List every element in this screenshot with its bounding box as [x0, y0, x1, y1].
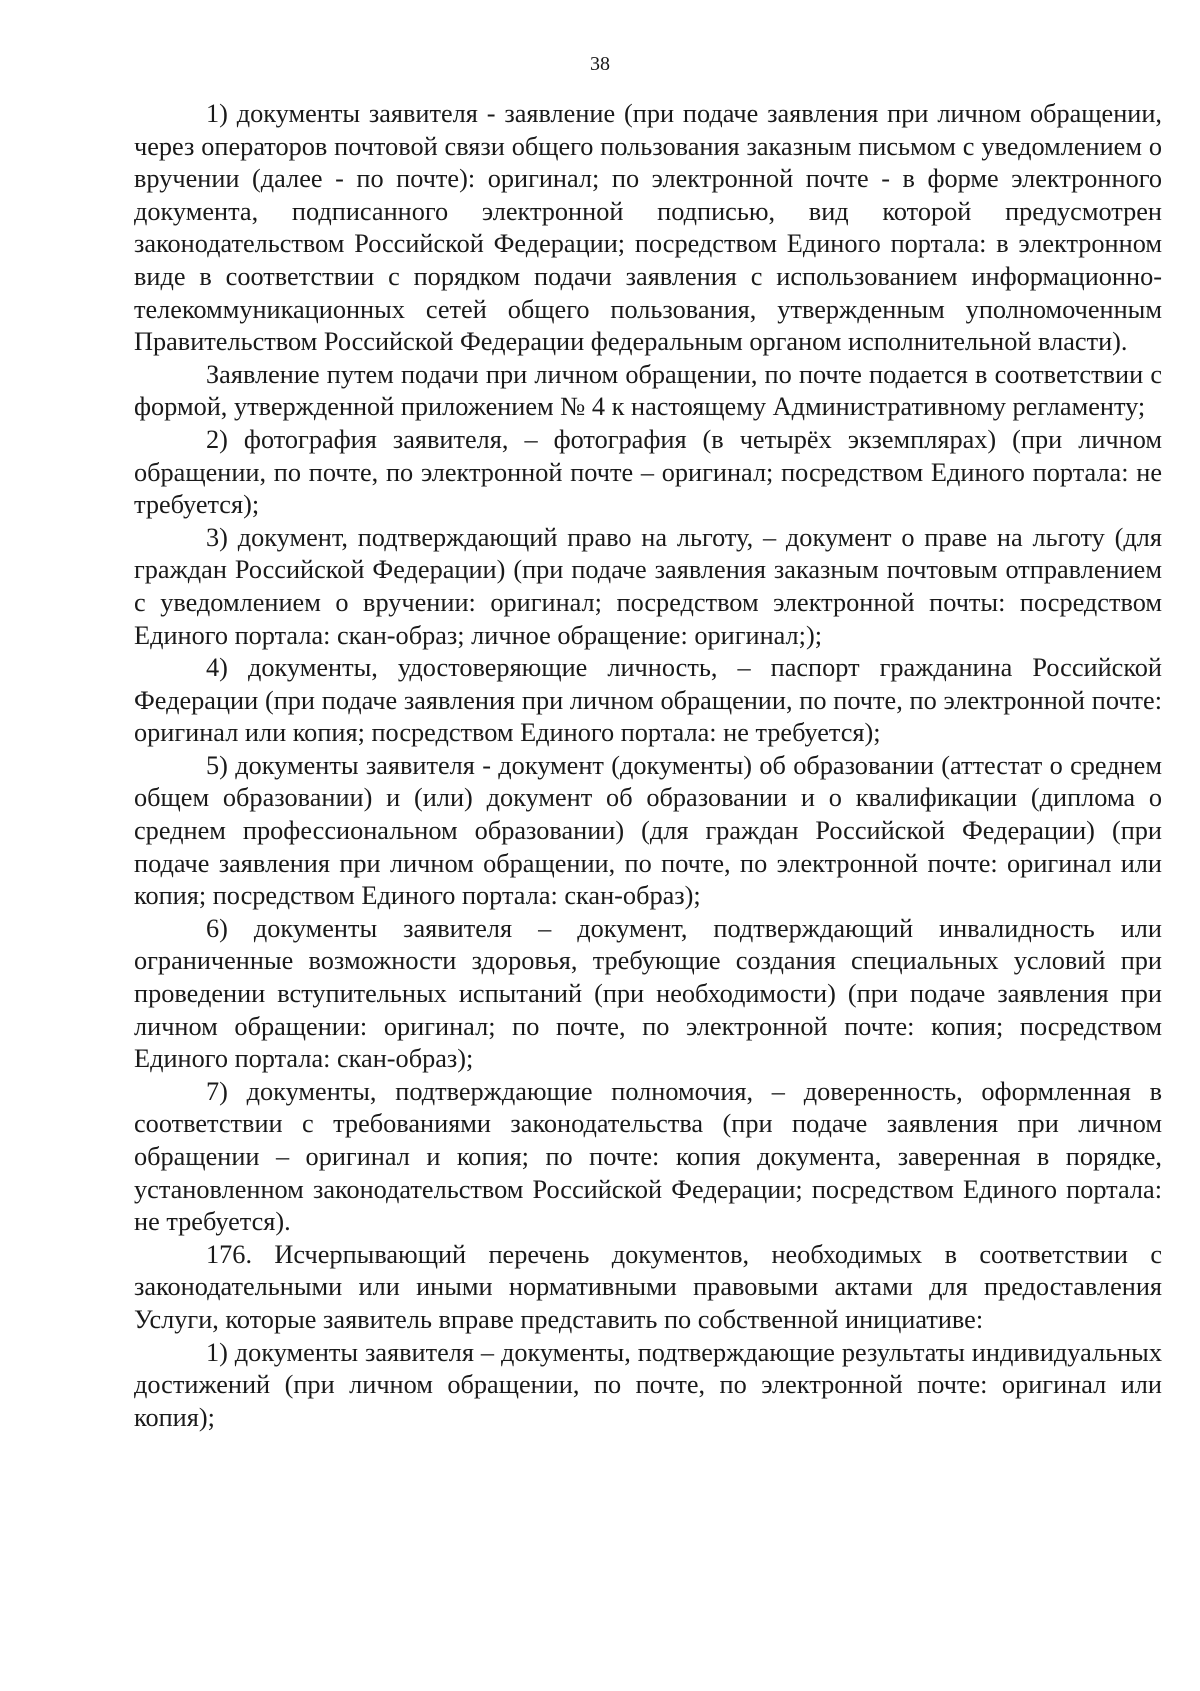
paragraph-section-176: 176. Исчерпывающий перечень документов, необходимых в соответствии с законодательными или иными нормативными правовыми актами для предоставления Услуги, которые заявитель вправе представить по собственной инициативе: — [134, 1239, 1162, 1334]
paragraph-item-1-achievements: 1) документы заявителя – документы, подтверждающие результаты индивидуальных достижений (при личном обращении, по почте, по электронной почте: оригинал или копия); — [134, 1337, 1162, 1432]
paragraph-item-2-photo: 2) фотография заявителя, – фотография (в четырёх экземплярах) (при личном обращении, по почте, по электронной почте – оригинал; посредством Единого портала: не требуется); — [134, 424, 1162, 520]
paragraph-item-4-identity-documents: 4) документы, удостоверяющие личность, – паспорт гражданина Российской Федерации (при подаче заявления при личном обращении, по почте, по электронной почте: оригинал или копия; посредством Единого портала: не требуется); — [134, 653, 1162, 748]
paragraph-item-7-authority-documents: 7) документы, подтверждающие полномочия, – доверенность, оформленная в соответствии с требованиями законодательства (при подаче заявления при личном обращении – оригинал и копия; по почте: копия документа, заверенная в порядке, установленном законодательством Российской Федерации; посредством Единого портала: не требуется). — [134, 1076, 1162, 1237]
page-number: 38 — [590, 53, 610, 75]
paragraph-statement-form: Заявление путем подачи при личном обращении, по почте подается в соответствии с формой, утвержденной приложением № 4 к настоящему Административному регламенту; — [134, 359, 1162, 422]
paragraph-item-3-benefit-document: 3) документ, подтверждающий право на льготу, – документ о праве на льготу (для граждан Российской Федерации) (при подаче заявления заказным почтовым отправлением с уведомлением о вручении: оригинал; посредством электронной почты: посредством Единого портала: скан-образ; личное обращение: оригинал;); — [134, 522, 1162, 650]
paragraph-item-1-applicant-statement: 1) документы заявителя - заявление (при подаче заявления при личном обращении, через операторов почтовой связи общего пользования заказным письмом с уведомлением о вручении (далее - по почте): оригинал; по электронной почте - в форме электронного документа, подписанного электронной подписью, вид которой предусмотрен законодательством Российской Федерации; посредством Единого портала: в электронном виде в соответствии с порядком подачи заявления с использованием информационно-телекоммуникационных сетей общего пользования, утвержденным уполномоченным Правительством Российской Федерации федеральным органом исполнительной власти). — [134, 99, 1162, 357]
document-body — [134, 98, 1162, 1434]
paragraph-item-5-education-documents: 5) документы заявителя - документ (документы) об образовании (аттестат о среднем общем образовании) и (или) документ об образовании и о квалификации (диплома о среднем профессиональном образовании) (для граждан Российской Федерации) (при подаче заявления при личном обращении, по почте, по электронной почте: оригинал или копия; посредством Единого портала: скан-образ); — [134, 750, 1162, 911]
paragraph-item-6-disability-documents: 6) документы заявителя – документ, подтверждающий инвалидность или ограниченные возможности здоровья, требующие создания специальных условий при проведении вступительных испытаний (при необходимости) (при подаче заявления при личном обращении: оригинал; по почте, по электронной почте: копия; посредством Единого портала: скан-образ); — [134, 913, 1162, 1074]
